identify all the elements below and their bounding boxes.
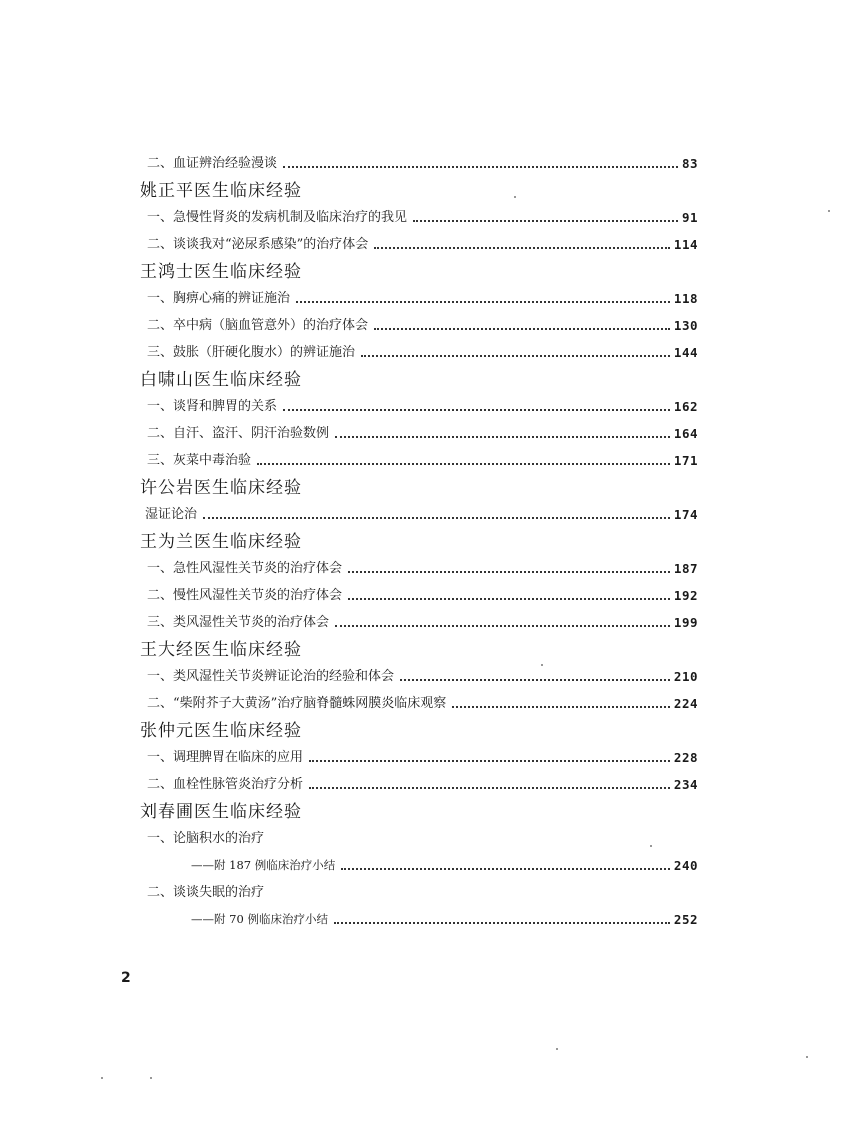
- dot-leader: [283, 166, 678, 168]
- section-heading: 刘春圃医生临床经验: [140, 802, 302, 822]
- entry-title: 三、类风湿性关节炎的治疗体会: [147, 615, 330, 630]
- entry-title: ——附 187 例临床治疗小结: [191, 858, 336, 872]
- entry-title: 二、卒中病（脑血管意外）的治疗体会: [147, 318, 369, 333]
- entry-page-number: 130: [673, 318, 698, 333]
- entry-title: 二、“柴附芥子大黄汤”治疗脑脊髓蛛网膜炎临床观察: [147, 696, 447, 711]
- entry-page-number: 234: [673, 777, 698, 792]
- toc-sub-entry: [143, 906, 698, 933]
- dot-leader: [452, 706, 670, 708]
- entry-page-number: 228: [673, 750, 698, 765]
- entry-title: 二、慢性风湿性关节炎的治疗体会: [147, 588, 343, 603]
- entry-page-number: 144: [673, 345, 698, 360]
- dot-leader: [283, 409, 670, 411]
- scan-speck: [150, 1077, 152, 1079]
- section-heading: 王大经医生临床经验: [140, 640, 302, 660]
- entry-title: 三、鼓胀（肝硬化腹水）的辨证施治: [147, 345, 356, 360]
- dot-leader: [400, 679, 670, 681]
- dot-leader: [348, 598, 670, 600]
- entry-title: 一、论脑积水的治疗: [147, 831, 265, 846]
- entry-page-number: 171: [673, 453, 698, 468]
- toc-entry: [143, 393, 698, 420]
- entry-title: 二、自汗、盗汗、阴汗治验数例: [147, 426, 330, 441]
- toc-entry: [143, 744, 698, 771]
- toc-entry: [143, 501, 698, 528]
- toc-entry: [143, 825, 698, 852]
- entry-title: 一、急慢性肾炎的发病机制及临床治疗的我见: [147, 210, 408, 225]
- toc-entry: [143, 663, 698, 690]
- toc-entry: [143, 312, 698, 339]
- toc-entry: [143, 690, 698, 717]
- scan-speck: [541, 664, 543, 666]
- section-heading: 白啸山医生临床经验: [140, 370, 302, 390]
- entry-title: 湿证论治: [145, 507, 198, 522]
- scan-speck: [650, 845, 652, 847]
- entry-page-number: 252: [673, 912, 698, 927]
- section-heading: 姚正平医生临床经验: [140, 181, 302, 201]
- entry-title: 一、类风湿性关节炎辨证论治的经验和体会: [147, 669, 395, 684]
- toc-entry: [143, 204, 698, 231]
- entry-title: 二、谈谈我对“泌尿系感染”的治疗体会: [147, 237, 369, 252]
- dot-leader: [309, 787, 670, 789]
- scan-speck: [806, 1056, 808, 1058]
- toc-entry: [143, 231, 698, 258]
- entry-title: 二、血证辨治经验漫谈: [147, 156, 278, 171]
- dot-leader: [374, 247, 670, 249]
- entry-title: 二、血栓性脉管炎治疗分析: [147, 777, 304, 792]
- section-heading: 张仲元医生临床经验: [140, 721, 302, 741]
- entry-page-number: 91: [681, 210, 698, 225]
- toc-sub-entry: [143, 852, 698, 879]
- dot-leader: [334, 922, 670, 924]
- toc-entry: [143, 879, 698, 906]
- toc-entry: [143, 339, 698, 366]
- entry-page-number: 164: [673, 426, 698, 441]
- dot-leader: [341, 868, 670, 870]
- entry-title: 一、调理脾胃在临床的应用: [147, 750, 304, 765]
- page-number: 2: [121, 970, 131, 986]
- dot-leader: [296, 301, 670, 303]
- scan-speck: [556, 1048, 558, 1050]
- entry-title: 一、谈肾和脾胃的关系: [147, 399, 278, 414]
- entry-page-number: 114: [673, 237, 698, 252]
- dot-leader: [374, 328, 670, 330]
- entry-page-number: 192: [673, 588, 698, 603]
- dot-leader: [309, 760, 670, 762]
- entry-title: ——附 70 例临床治疗小结: [191, 912, 328, 926]
- dot-leader: [335, 436, 670, 438]
- toc-entry: [143, 420, 698, 447]
- section-heading: 许公岩医生临床经验: [140, 478, 302, 498]
- entry-page-number: 210: [673, 669, 698, 684]
- entry-page-number: 83: [681, 156, 698, 171]
- toc-entry: [143, 582, 698, 609]
- entry-page-number: 118: [673, 291, 698, 306]
- toc-entry: [143, 285, 698, 312]
- section-heading: 王鸿士医生临床经验: [140, 262, 302, 282]
- entry-page-number: 199: [673, 615, 698, 630]
- dot-leader: [203, 517, 670, 519]
- scan-speck: [828, 210, 830, 212]
- section-heading: 王为兰医生临床经验: [140, 532, 302, 552]
- entry-page-number: 162: [673, 399, 698, 414]
- entry-page-number: 240: [673, 858, 698, 873]
- entry-title: 三、灰菜中毒治验: [147, 453, 252, 468]
- scan-speck: [101, 1077, 103, 1079]
- entry-page-number: 224: [673, 696, 698, 711]
- toc-entry: [143, 609, 698, 636]
- entry-title: 一、急性风湿性关节炎的治疗体会: [147, 561, 343, 576]
- scan-speck: [514, 196, 516, 198]
- dot-leader: [335, 625, 670, 627]
- entry-title: 一、胸痹心痛的辨证施治: [147, 291, 291, 306]
- toc-entry: [143, 447, 698, 474]
- dot-leader: [361, 355, 670, 357]
- entry-page-number: 187: [673, 561, 698, 576]
- dot-leader: [413, 220, 678, 222]
- entry-page-number: 174: [673, 507, 698, 522]
- entry-title: 二、谈谈失眠的治疗: [147, 885, 265, 900]
- dot-leader: [257, 463, 670, 465]
- dot-leader: [348, 571, 670, 573]
- toc-entry: [143, 150, 698, 177]
- table-of-contents: [140, 150, 698, 933]
- toc-entry: [143, 555, 698, 582]
- toc-entry: [143, 771, 698, 798]
